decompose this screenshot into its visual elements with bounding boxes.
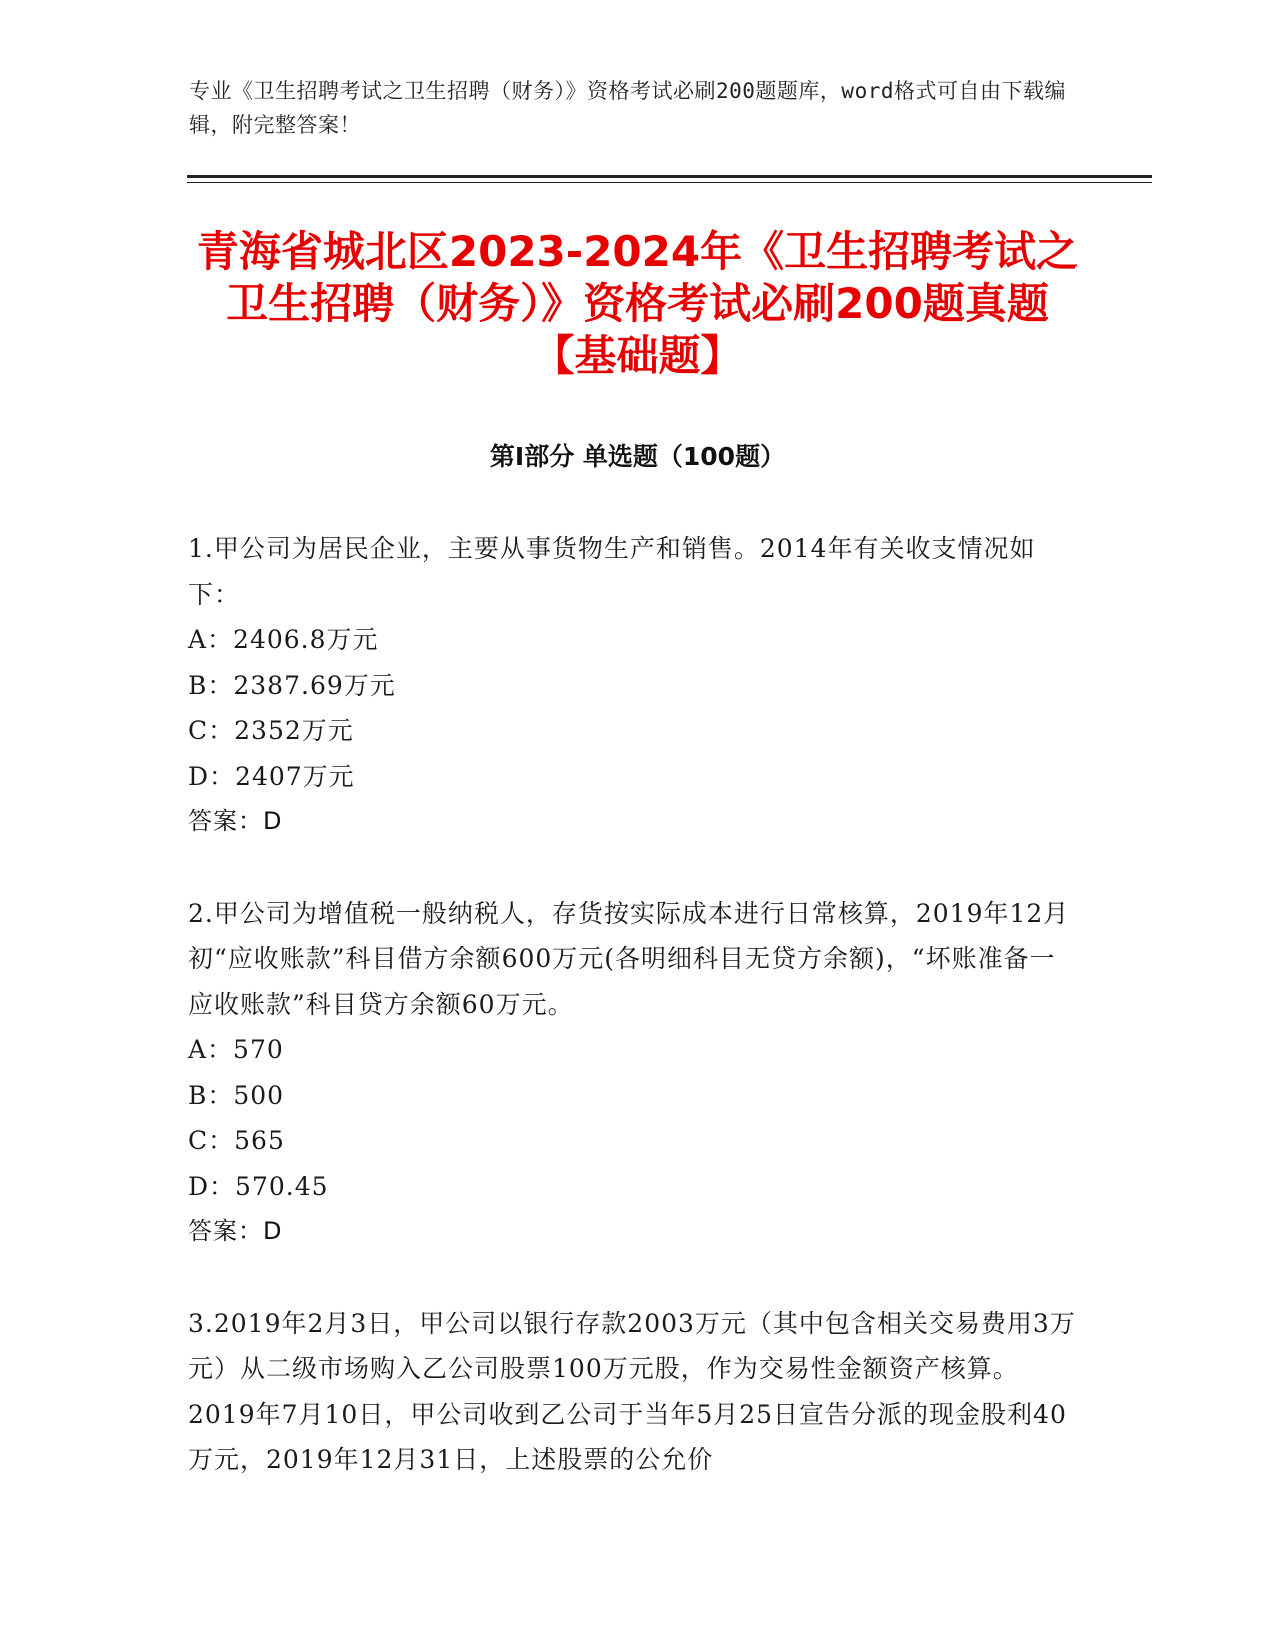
question-3	[188, 1301, 1078, 1483]
option-a: A：570	[188, 1035, 284, 1064]
option-c: C：565	[188, 1126, 285, 1155]
option-d: D：2407万元	[188, 761, 355, 791]
option-c: C：2352万元	[188, 716, 354, 745]
option-d: D：570.45	[188, 1171, 329, 1201]
question-stem: 1.甲公司为居民企业，主要从事货物生产和销售。2014年有关收支情况如下：	[188, 534, 1036, 609]
option-b: B：2387.69万元	[188, 670, 396, 700]
header-divider-thick	[187, 175, 1152, 178]
question-1	[188, 526, 1078, 845]
header-note: 专业《卫生招聘考试之卫生招聘（财务）》资格考试必刷200题题库，word格式可自由下载编辑，附完整答案！	[189, 79, 1066, 137]
question-2	[188, 891, 1078, 1255]
section-title: 第Ⅰ部分 单选题（100题）	[489, 442, 786, 471]
question-stem: 2.甲公司为增值税一般纳税人，存货按实际成本进行日常核算，2019年12月初“应收账款”科目借方余额600万元(各明细科目无贷方余额)，“坏账准备一应收账款”科目贷方余额60万元。	[188, 898, 1070, 1019]
answer: 答案：D	[188, 807, 283, 835]
document-title: 青海省城北区2023-2024年《卫生招聘考试之卫生招聘（财务）》资格考试必刷200题真题【基础题】	[196, 227, 1079, 380]
answer: 答案：D	[188, 1217, 283, 1245]
question-stem: 3.2019年2月3日，甲公司以银行存款2003万元（其中包含相关交易费用3万元）从二级市场购入乙公司股票100万元股，作为交易性金额资产核算。2019年7月10日，甲公司收到乙公司于当年5月25日宣告分派的现金股利40万元，2019年12月31日，上述股票的公允价	[188, 1308, 1076, 1474]
option-b: B：500	[188, 1080, 285, 1110]
question-list	[188, 526, 1078, 1529]
option-a: A：2406.8万元	[188, 625, 379, 654]
header-divider-thin	[187, 182, 1152, 183]
